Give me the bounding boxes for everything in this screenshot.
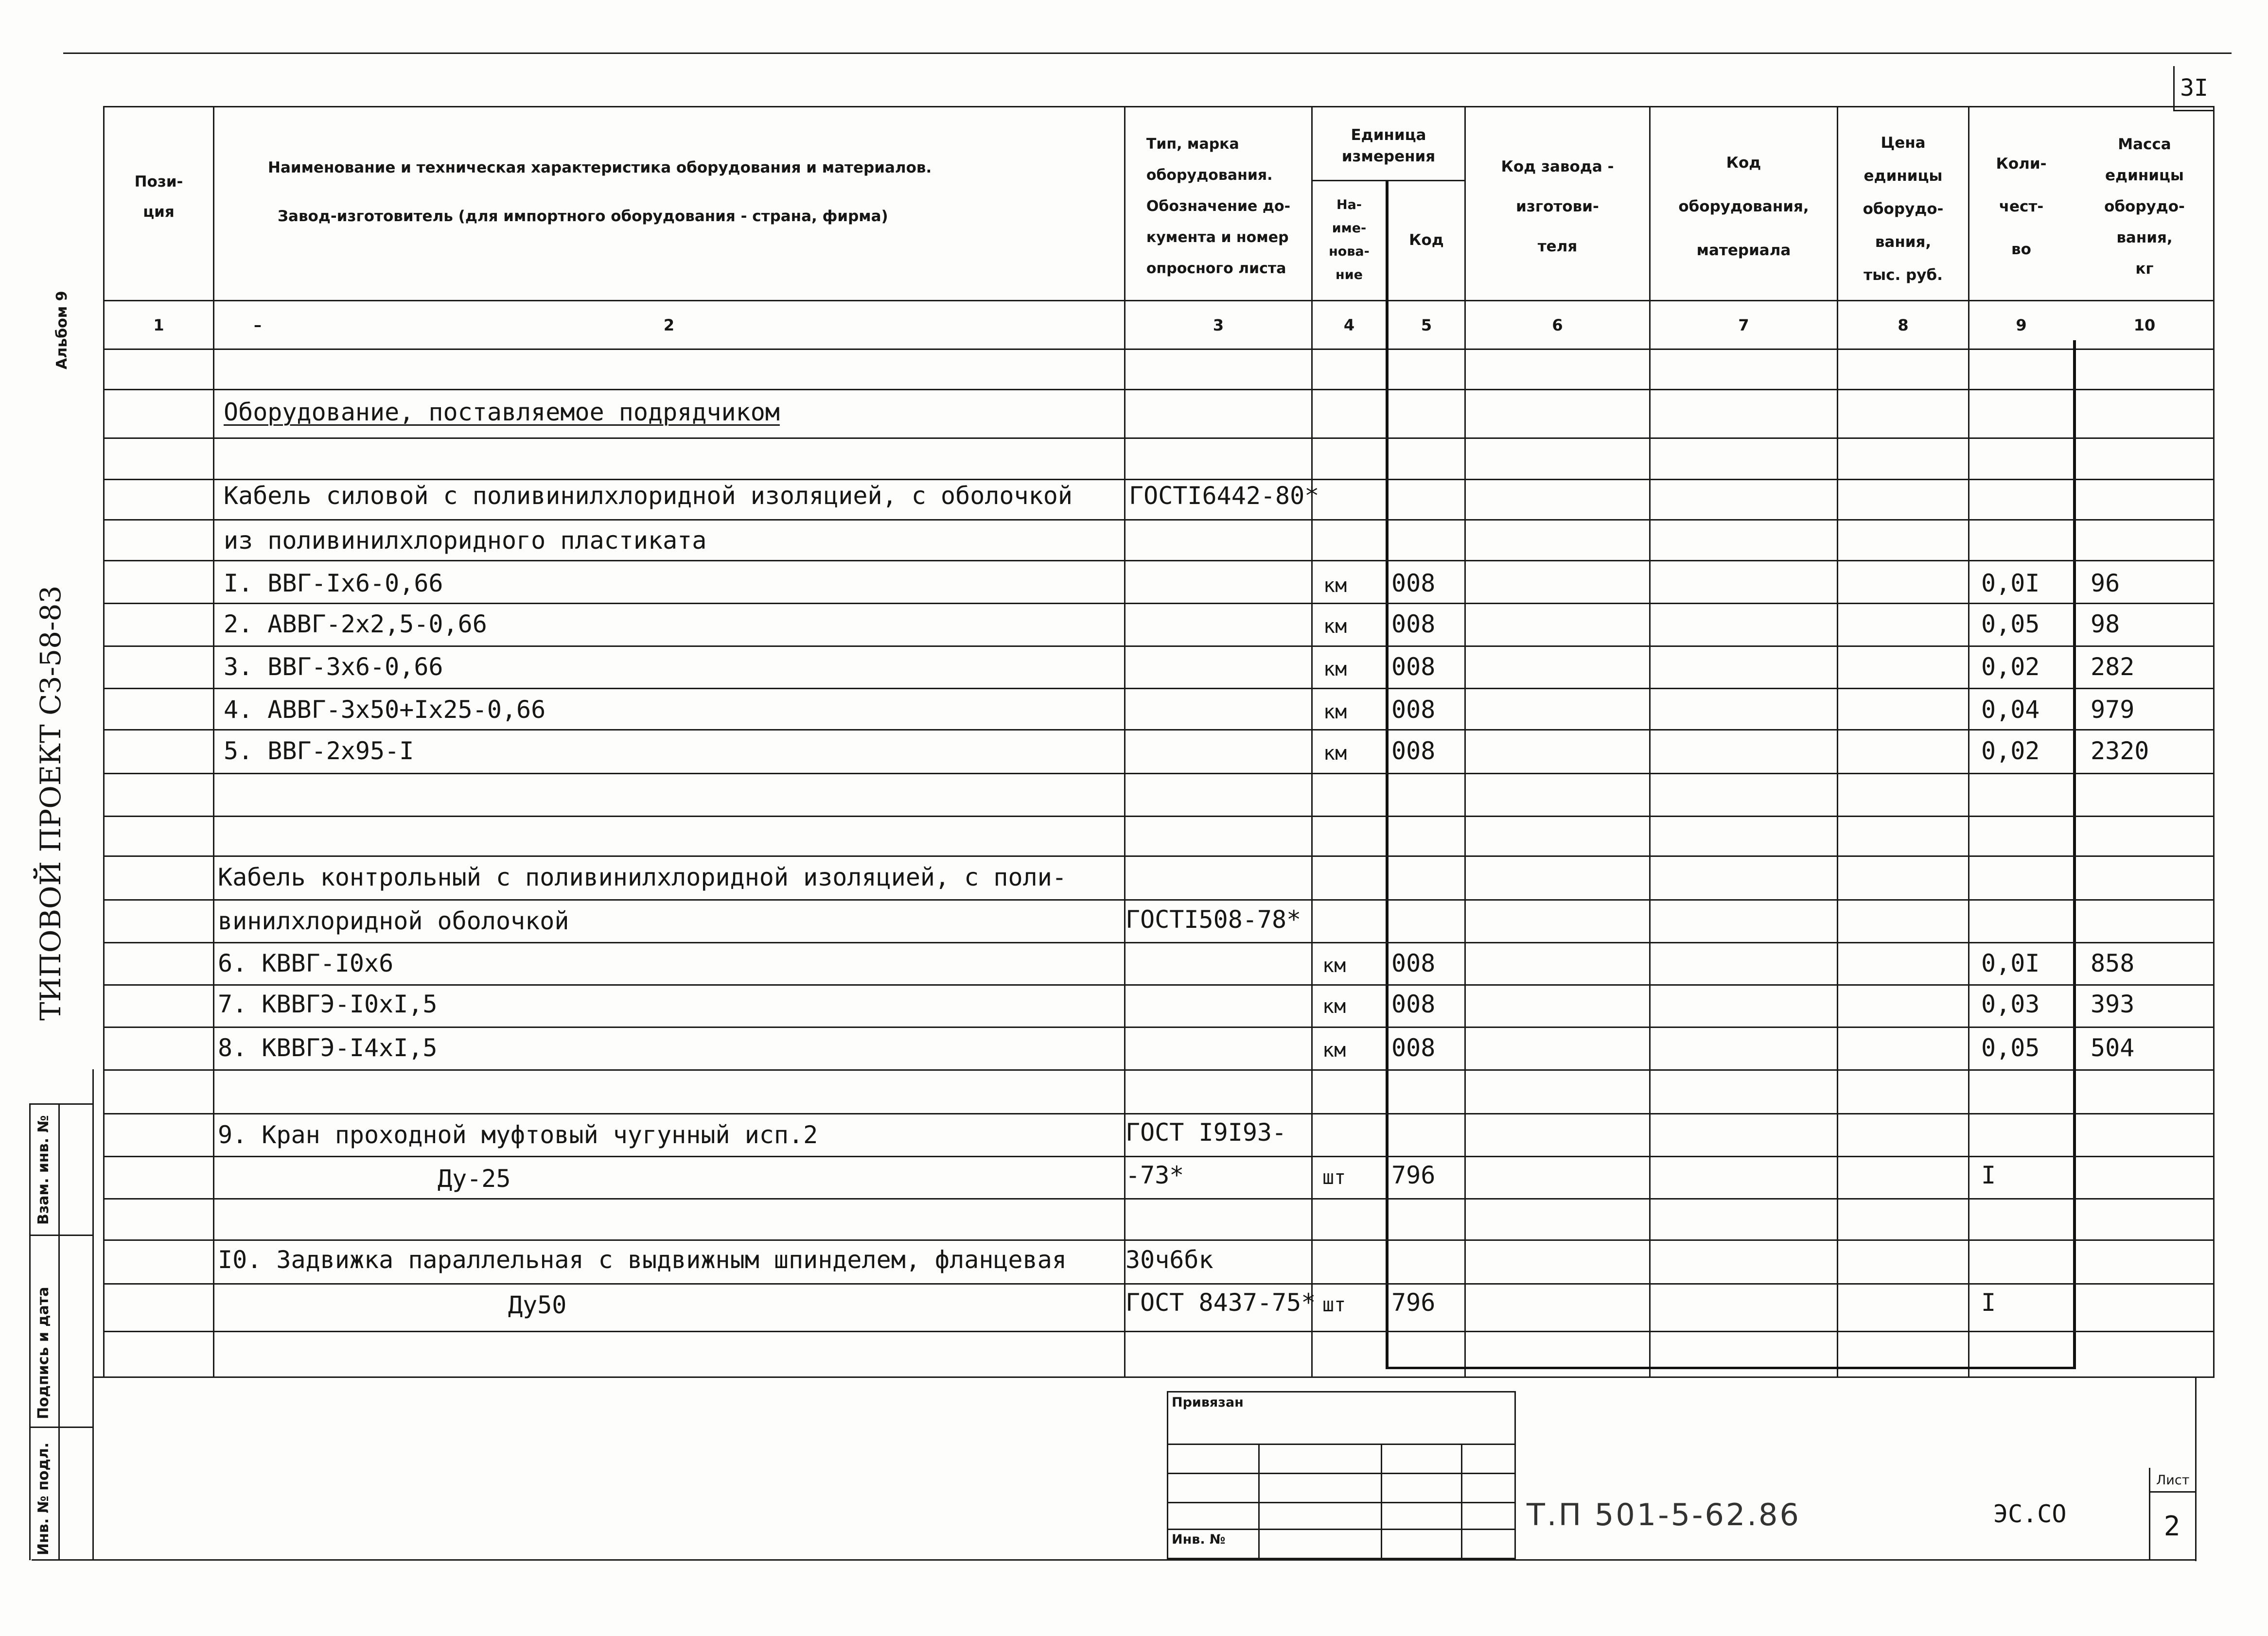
header-price: Цена единицы оборудо- вания, тыс. руб. [1863,134,1944,284]
row-line [103,1027,2213,1028]
row-line [103,1331,2213,1332]
item3-unit: км [1323,658,1347,680]
side-stamp-row [29,1427,92,1428]
item5-name: 5. ВВГ-2х95-I [224,737,414,765]
col-num-3: 3 [1213,315,1224,334]
col-line-9 [2073,340,2076,1368]
row-line [103,1283,2213,1285]
item2-qty: 0,05 [1981,610,2040,638]
item10-unit: шт [1322,1294,1346,1316]
col-num-5: 5 [1421,315,1432,334]
item3-code: 008 [1391,653,1436,681]
item1-qty: 0,0I [1981,569,2040,597]
page-bottom-line [32,1559,2195,1561]
item10-line2: Ду50 [508,1291,567,1319]
header-factory-code: Код завода - изготови- теля [1501,158,1614,255]
row-line [103,855,2213,857]
item9-code: 796 [1391,1161,1436,1189]
header-type: Тип, марка оборудования. Обозначение до- кумента и номер опросного листа [1146,136,1291,277]
item9-qty: I [1981,1161,1996,1189]
item6-mass: 858 [2091,949,2135,977]
sheet-value: 2 [2163,1510,2180,1542]
item8-qty: 0,05 [1981,1034,2040,1062]
col-line-1 [213,106,214,1376]
item2-code: 008 [1391,610,1436,638]
item2-mass: 98 [2091,610,2120,638]
item7-code: 008 [1391,990,1436,1018]
item7-qty: 0,03 [1981,990,2040,1018]
row-line [103,645,2213,647]
item10-code: 796 [1391,1288,1436,1317]
item5-mass: 2320 [2091,737,2149,765]
item4-code: 008 [1391,696,1436,724]
vzam-inv-label: Взам. инв. № [35,1115,52,1225]
col-num-10: 10 [2133,315,2156,334]
binding-col [1381,1444,1382,1559]
item5-unit: км [1323,742,1347,765]
group2-standard: ГОСТI508-78* [1125,905,1301,934]
item9-std2: -73* [1125,1161,1184,1189]
row-line [103,1113,2213,1114]
item6-code: 008 [1391,949,1436,977]
item5-code: 008 [1391,737,1436,765]
row-line [103,1156,2213,1157]
project-title: ТИПОВОЙ ПРОЕКТ СЗ-58-83 [34,585,67,1021]
item8-code: 008 [1391,1034,1436,1062]
header-unit: Единица измерения [1341,126,1436,165]
item1-name: I. ВВГ-Iх6-0,66 [224,569,443,597]
item7-mass: 393 [2091,990,2135,1018]
top-rule [63,52,2232,54]
header-unit-name: На- име- нова- ние [1329,197,1370,282]
header-position: Пози- ция [134,173,183,221]
row-line [103,984,2213,986]
binding-label: Привязан [1172,1395,1244,1410]
item8-name: 8. КВВГЭ-I4хI,5 [218,1034,438,1062]
side-stamp-row [29,1235,92,1236]
item7-unit: км [1322,995,1346,1018]
binding-row [1167,1502,1516,1503]
inv-no-label: Инв. № [1172,1532,1226,1547]
group1-standard: ГОСТI6442-80* [1129,482,1319,510]
header-qty: Коли- чест- во [1996,155,2047,258]
item4-name: 4. АВВГ-3х50+Iх25-0,66 [224,696,546,724]
col-num-4: 4 [1343,315,1355,334]
sheet-box-row [2149,1491,2195,1493]
item7-name: 7. КВВГЭ-I0хI,5 [218,990,438,1018]
header-name-line1: Наименование и техническая характеристика оборудования и материалов. [268,159,932,176]
item2-unit: км [1323,615,1347,638]
side-stamp-col2 [58,1103,60,1560]
numrow-bottom-line [103,348,2213,350]
col-line-5 [1464,106,1466,1376]
row-line [103,603,2213,604]
item2-name: 2. АВВГ-2х2,5-0,66 [224,610,487,638]
item10-std2: ГОСТ 8437-75* [1125,1288,1316,1317]
group1-desc-line1: Кабель силовой с поливинилхлоридной изоляцией, с оболочкой [224,482,1072,510]
group2-desc-line2: винилхлоридной оболочкой [218,907,569,935]
col-num-8: 8 [1898,315,1909,334]
row-line [103,389,2213,390]
item4-mass: 979 [2091,696,2135,724]
item8-mass: 504 [2091,1034,2135,1062]
binding-row [1167,1444,1516,1445]
item4-unit: км [1323,701,1347,723]
item10-std1: 30ч6бк [1125,1246,1213,1274]
row-line [103,1198,2213,1200]
header-mass: Масса единицы оборудо- вания, кг [2104,136,2185,278]
row-line [103,899,2213,901]
group1-desc-line2: из поливинилхлоридного пластиката [224,526,707,555]
row-line [103,479,2213,480]
col-num-7: 7 [1738,315,1749,334]
row-line [103,729,2213,731]
side-stamp-col3 [92,1069,94,1560]
doc-code: Т.П 501-5-62.86 [1527,1497,1801,1532]
item3-qty: 0,02 [1981,653,2040,681]
item10-qty: I [1981,1288,1996,1317]
row-line [103,437,2213,439]
row-line [103,816,2213,817]
signature-date-label: Подпись и дата [35,1287,52,1419]
album-note: Альбом 9 [53,291,70,369]
col-line-10 [2213,106,2215,1376]
unit-sub-line [1311,180,1464,181]
item1-mass: 96 [2091,569,2120,597]
col-num-dash: – [254,315,262,334]
row-line [103,942,2213,943]
side-stamp-row [29,1103,92,1105]
row-line [103,1239,2213,1241]
header-name-line2: Завод-изготовитель (для импортного оборудования - страна, фирма) [278,208,888,225]
item9-std1: ГОСТ I9I93- [1125,1118,1287,1147]
header-unit-code: Код [1409,231,1444,249]
item3-mass: 282 [2091,653,2135,681]
item9-unit: шт [1322,1166,1346,1189]
table-top-border [103,106,2213,107]
binding-col [1461,1444,1462,1559]
item6-unit: км [1322,955,1346,977]
item3-name: 3. ВВГ-3х6-0,66 [224,653,443,681]
item5-qty: 0,02 [1981,737,2040,765]
col-num-1: 1 [153,315,164,334]
item9-line2: Ду-25 [438,1165,511,1193]
bold-box-bottom [1386,1367,2076,1369]
section-title: Оборудование, поставляемое подрядчиком [224,398,780,426]
binding-col [1258,1444,1260,1559]
sheet-label: Лист [2156,1473,2190,1488]
item6-name: 6. КВВГ-I0х6 [218,949,394,977]
col-num-9: 9 [2016,315,2027,334]
col-num-2: 2 [663,315,675,334]
col-line-0 [103,106,105,1376]
row-line [103,560,2213,561]
side-stamp-col1 [29,1103,31,1560]
row-line [103,519,2213,521]
table-bottom-line [92,1376,2215,1378]
group2-desc-line1: Кабель контрольный с поливинилхлоридной изоляцией, с поли- [218,863,1067,891]
header-equip-code: Код оборудования, материала [1678,154,1809,259]
sheet-number-box: 3I [2173,66,2214,111]
item1-unit: км [1323,574,1347,597]
page-right-line [2195,1376,2197,1561]
item1-code: 008 [1391,569,1436,597]
binding-row [1167,1529,1516,1530]
col-num-6: 6 [1552,315,1563,334]
item8-unit: км [1322,1039,1346,1062]
item9-line1: 9. Кран проходной муфтовый чугунный исп.2 [218,1121,818,1149]
col-line-8 [1968,106,1969,1376]
binding-row [1167,1473,1516,1474]
row-line [103,773,2213,774]
item10-line1: I0. Задвижка параллельная с выдвижным шпинделем, фланцевая [218,1246,1067,1274]
col-line-7 [1837,106,1838,1376]
doc-mark: ЭС.СО [1993,1500,2067,1528]
col-line-6 [1649,106,1651,1376]
row-line [103,1069,2213,1071]
item4-qty: 0,04 [1981,696,2040,724]
inv-podl-label: Инв. № подл. [35,1442,52,1555]
row-line [103,688,2213,689]
item6-qty: 0,0I [1981,949,2040,977]
